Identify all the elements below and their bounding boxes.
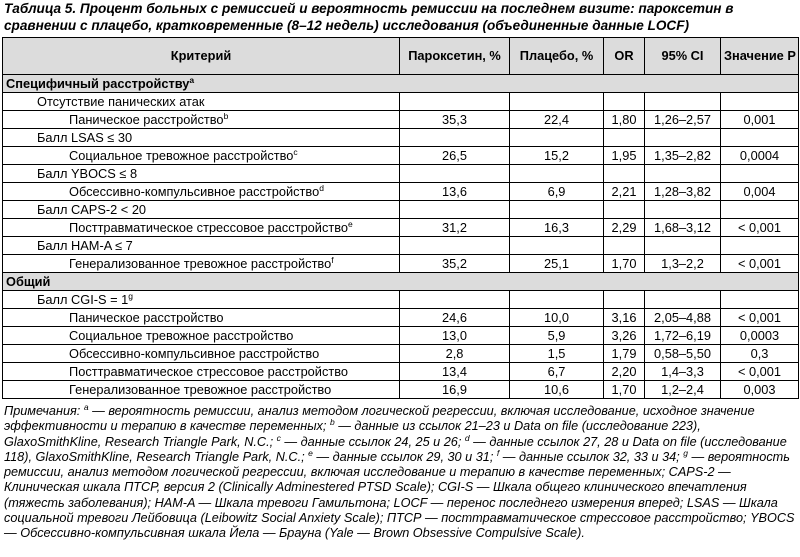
header-or: OR [604,38,645,75]
row-label: Социальное тревожное расстройство [3,327,400,345]
table-row [3,345,799,363]
group-row [3,93,799,111]
row-label: Посттравматическое стрессовое расстройство [3,363,400,381]
header-criterion: Критерий [3,38,400,75]
cell-placebo: 16,3 [510,219,604,237]
section-label: Общий [3,273,799,291]
row-label: Обсессивно-компульсивное расстройство [3,345,400,363]
cell-placebo: 5,9 [510,327,604,345]
cell-paroxetine: 13,6 [400,183,510,201]
cell-or: 1,70 [604,381,645,399]
cell-p: < 0,001 [721,363,799,381]
cell-paroxetine: 35,2 [400,255,510,273]
header-ci: 95% CI [645,38,721,75]
cell-ci: 1,35–2,82 [645,147,721,165]
group-row [3,291,799,309]
table-row [3,183,799,201]
cell-paroxetine: 26,5 [400,147,510,165]
cell-ci: 1,72–6,19 [645,327,721,345]
cell-or: 2,21 [604,183,645,201]
cell-or: 1,70 [604,255,645,273]
group-label: Балл HAM-A ≤ 7 [3,237,400,255]
cell-p: 0,001 [721,111,799,129]
cell-ci: 1,3–2,2 [645,255,721,273]
group-label: Балл YBOCS ≤ 8 [3,165,400,183]
cell-paroxetine: 16,9 [400,381,510,399]
cell-placebo: 25,1 [510,255,604,273]
row-label: Посттравматическое стрессовое расстройство$^e$ [3,219,400,237]
group-label: Отсутствие панических атак [3,93,400,111]
table-row [3,309,799,327]
group-label: Балл $CGI-S = 1^g$ [3,291,400,309]
table-caption: Таблица 5. Процент больных с ремиссией и вероятность ремиссии на последнем визите: пароксетин в сравнении с плацебо, кратковременные (8–12 недель) исследования (объединенные данные LOCF) [4,1,734,33]
section-row-specific [3,75,799,93]
cell-p: 0,0004 [721,147,799,165]
cell-p: < 0,001 [721,255,799,273]
cell-p: 0,004 [721,183,799,201]
header-paroxetine: Пароксетин, % [400,38,510,75]
cell-or: 2,29 [604,219,645,237]
cell-placebo: 15,2 [510,147,604,165]
group-row [3,129,799,147]
section-label: Специфичный расстройству$^a$ [3,75,799,93]
cell-paroxetine: 24,6 [400,309,510,327]
cell-ci: 1,4–3,3 [645,363,721,381]
cell-or: 1,80 [604,111,645,129]
cell-p: 0,0003 [721,327,799,345]
table-row [3,219,799,237]
cell-ci: 1,68–3,12 [645,219,721,237]
cell-or: 1,95 [604,147,645,165]
cell-ci: 1,28–3,82 [645,183,721,201]
table-notes: Примечания: $^a$ — вероятность ремиссии, анализ методом логической регрессии, включая исследование, исходное значение эффективности и терапию в качестве переменных; $^b$ — данные из ссылок 21–23 и Data on file (исследование 223), GlaxoSmithKline, Research Triangle Park, N.C.; $^c$ — данные ссылок 24, 25 и 26; $^d$ — данные ссылок 27, 28 и Data on file (исследование 118), GlaxoSmithKline, Research Triangle Park, N.C.; $^e$ — данные ссылок 29, 30 и 31; $^f$ — данные ссылок 32, 33 и 34; $^g$ — вероятность ремиссии, анализ методом логической регрессии, включая исследование и терапию в качестве переменных; CAPS-2 — Клиническая шкала ПТСР, версия 2 (Clinically Adminestered PTSD Scale); CGI-S — Шкала общего клинического впечатления (тяжесть заболевания); HAM-A — Шкала тревоги Гамильтона; LOCF — перенос последнего измерения вперед; LSAS — Шкала социальной тревоги Лейбовица (Leibowitz Social Anxiety Scale); ПТСР — посттравматическое стрессовое расстройство; YBOCS — Обсессивно-компульсивная шкала Йела — Брауна (Yale — Brown Obsessive Compulsive Scale). [4,402,795,541]
table-row [3,363,799,381]
row-label: Паническое расстройство$^b$ [3,111,400,129]
row-label: Генерализованное тревожное расстройство$^f$ [3,255,400,273]
table-row [3,381,799,399]
cell-placebo: 10,6 [510,381,604,399]
cell-p: < 0,001 [721,309,799,327]
table-row [3,147,799,165]
cell-placebo: 10,0 [510,309,604,327]
cell-paroxetine: 35,3 [400,111,510,129]
cell-p: 0,3 [721,345,799,363]
group-row [3,165,799,183]
cell-or: 3,26 [604,327,645,345]
cell-placebo: 6,9 [510,183,604,201]
cell-or: 3,16 [604,309,645,327]
row-label: Паническое расстройство [3,309,400,327]
cell-or: 2,20 [604,363,645,381]
group-row [3,237,799,255]
cell-placebo: 6,7 [510,363,604,381]
table-row [3,327,799,345]
cell-placebo: 22,4 [510,111,604,129]
cell-p: < 0,001 [721,219,799,237]
row-label: Обсессивно-компульсивное расстройство$^d$ [3,183,400,201]
cell-paroxetine: 31,2 [400,219,510,237]
cell-or: 1,79 [604,345,645,363]
header-p-value: Значение Р [721,38,799,75]
row-label: Социальное тревожное расстройство$^c$ [3,147,400,165]
cell-ci: 1,2–2,4 [645,381,721,399]
cell-placebo: 1,5 [510,345,604,363]
cell-ci: 0,58–5,50 [645,345,721,363]
table-row [3,255,799,273]
group-label: Балл CAPS-2 < 20 [3,201,400,219]
section-row-general [3,273,799,291]
table-row [3,111,799,129]
group-row [3,201,799,219]
cell-p: 0,003 [721,381,799,399]
cell-ci: 2,05–4,88 [645,309,721,327]
cell-paroxetine: 13,0 [400,327,510,345]
results-table [2,37,799,399]
cell-paroxetine: 13,4 [400,363,510,381]
cell-paroxetine: 2,8 [400,345,510,363]
group-label: Балл LSAS ≤ 30 [3,129,400,147]
table-header-row [3,38,799,75]
row-label: Генерализованное тревожное расстройство [3,381,400,399]
header-placebo: Плацебо, % [510,38,604,75]
cell-ci: 1,26–2,57 [645,111,721,129]
